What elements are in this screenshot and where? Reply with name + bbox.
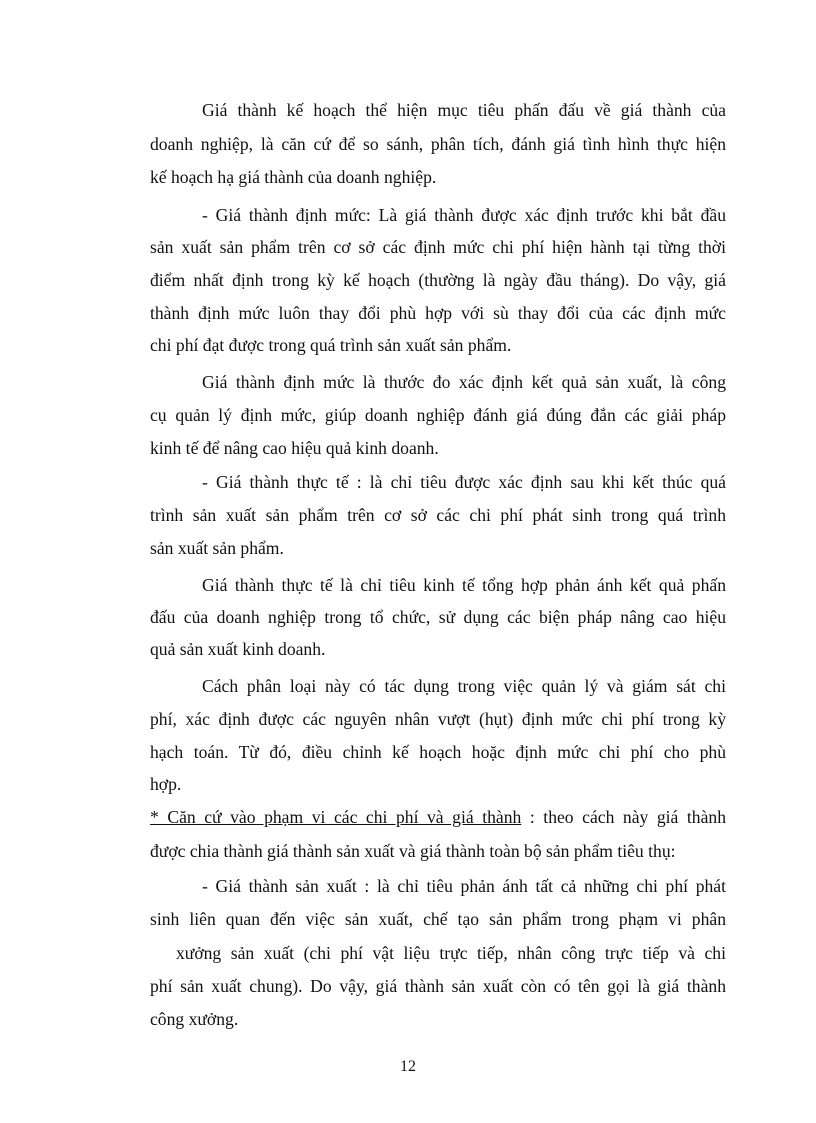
text-line: cụ quản lý định mức, giúp doanh nghiệp đánh giá đúng đắn các giải pháp xyxy=(150,405,726,425)
heading-continuation: : theo cách này giá thành xyxy=(521,807,727,827)
text-line: trình sản xuất sản phẩm trên cơ sở các chi phí phát sinh trong quá trình xyxy=(150,505,726,525)
text-line: phí sản xuất chung). Do vậy, giá thành sản xuất còn có tên gọi là giá thành xyxy=(150,976,726,996)
text-line: được chia thành giá thành sản xuất và giá thành toàn bộ sản phẩm tiêu thụ: xyxy=(150,841,676,861)
text-line: - Giá thành sản xuất : là chỉ tiêu phản ánh tất cả những chi phí phát xyxy=(202,876,726,896)
text-line: kinh tế để nâng cao hiệu quả kinh doanh. xyxy=(150,438,439,458)
text-line: sinh liên quan đến việc sản xuất, chế tạo sản phẩm trong phạm vi phân xyxy=(150,909,726,929)
text-line: doanh nghiệp, là căn cứ để so sánh, phân tích, đánh giá tình hình thực hiện xyxy=(150,134,726,154)
text-line: kế hoạch hạ giá thành của doanh nghiệp. xyxy=(150,167,437,187)
text-line: quả sản xuất kinh doanh. xyxy=(150,639,326,659)
text-line: Giá thành thực tế là chỉ tiêu kinh tế tổng hợp phản ánh kết quả phấn xyxy=(202,575,726,595)
text-line: Giá thành kế hoạch thể hiện mục tiêu phấn đấu về giá thành của xyxy=(202,100,726,120)
page-number: 12 xyxy=(400,1058,416,1075)
text-line: sản xuất sản phẩm. xyxy=(150,538,284,558)
section-heading-line xyxy=(150,805,726,829)
text-line: sản xuất sản phẩm trên cơ sở các định mức chi phí hiện hành tại từng thời xyxy=(150,237,726,257)
text-line: Giá thành định mức là thước đo xác định kết quả sản xuất, là công xyxy=(202,372,726,392)
text-line: Cách phân loại này có tác dụng trong việc quản lý và giám sát chi xyxy=(202,676,726,696)
underlined-heading: * Căn cứ vào phạm vi các chi phí và giá thành xyxy=(150,807,522,827)
text-line: đấu của doanh nghiệp trong tổ chức, sử dụng các biện pháp nâng cao hiệu xyxy=(150,607,726,627)
text-line: chi phí đạt được trong quá trình sản xuất sản phẩm. xyxy=(150,335,512,355)
text-line: - Giá thành thực tế : là chỉ tiêu được xác định sau khi kết thúc quá xyxy=(202,472,726,492)
text-line: - Giá thành định mức: Là giá thành được xác định trước khi bắt đầu xyxy=(202,205,726,225)
text-line: xưởng sản xuất (chi phí vật liệu trực tiếp, nhân công trực tiếp và chi xyxy=(176,943,726,963)
text-line: điểm nhất định trong kỳ kế hoạch (thường là ngày đầu tháng). Do vậy, giá xyxy=(150,270,726,290)
text-line: công xưởng. xyxy=(150,1009,239,1029)
text-line: phí, xác định được các nguyên nhân vượt (hụt) định mức chi phí trong kỳ xyxy=(150,709,726,729)
text-line: thành định mức luôn thay đổi phù hợp với sù thay đổi của các định mức xyxy=(150,303,726,323)
text-line: hợp. xyxy=(150,774,182,794)
text-line: hạch toán. Từ đó, điều chỉnh kế hoạch hoặc định mức chi phí cho phù xyxy=(150,742,726,762)
